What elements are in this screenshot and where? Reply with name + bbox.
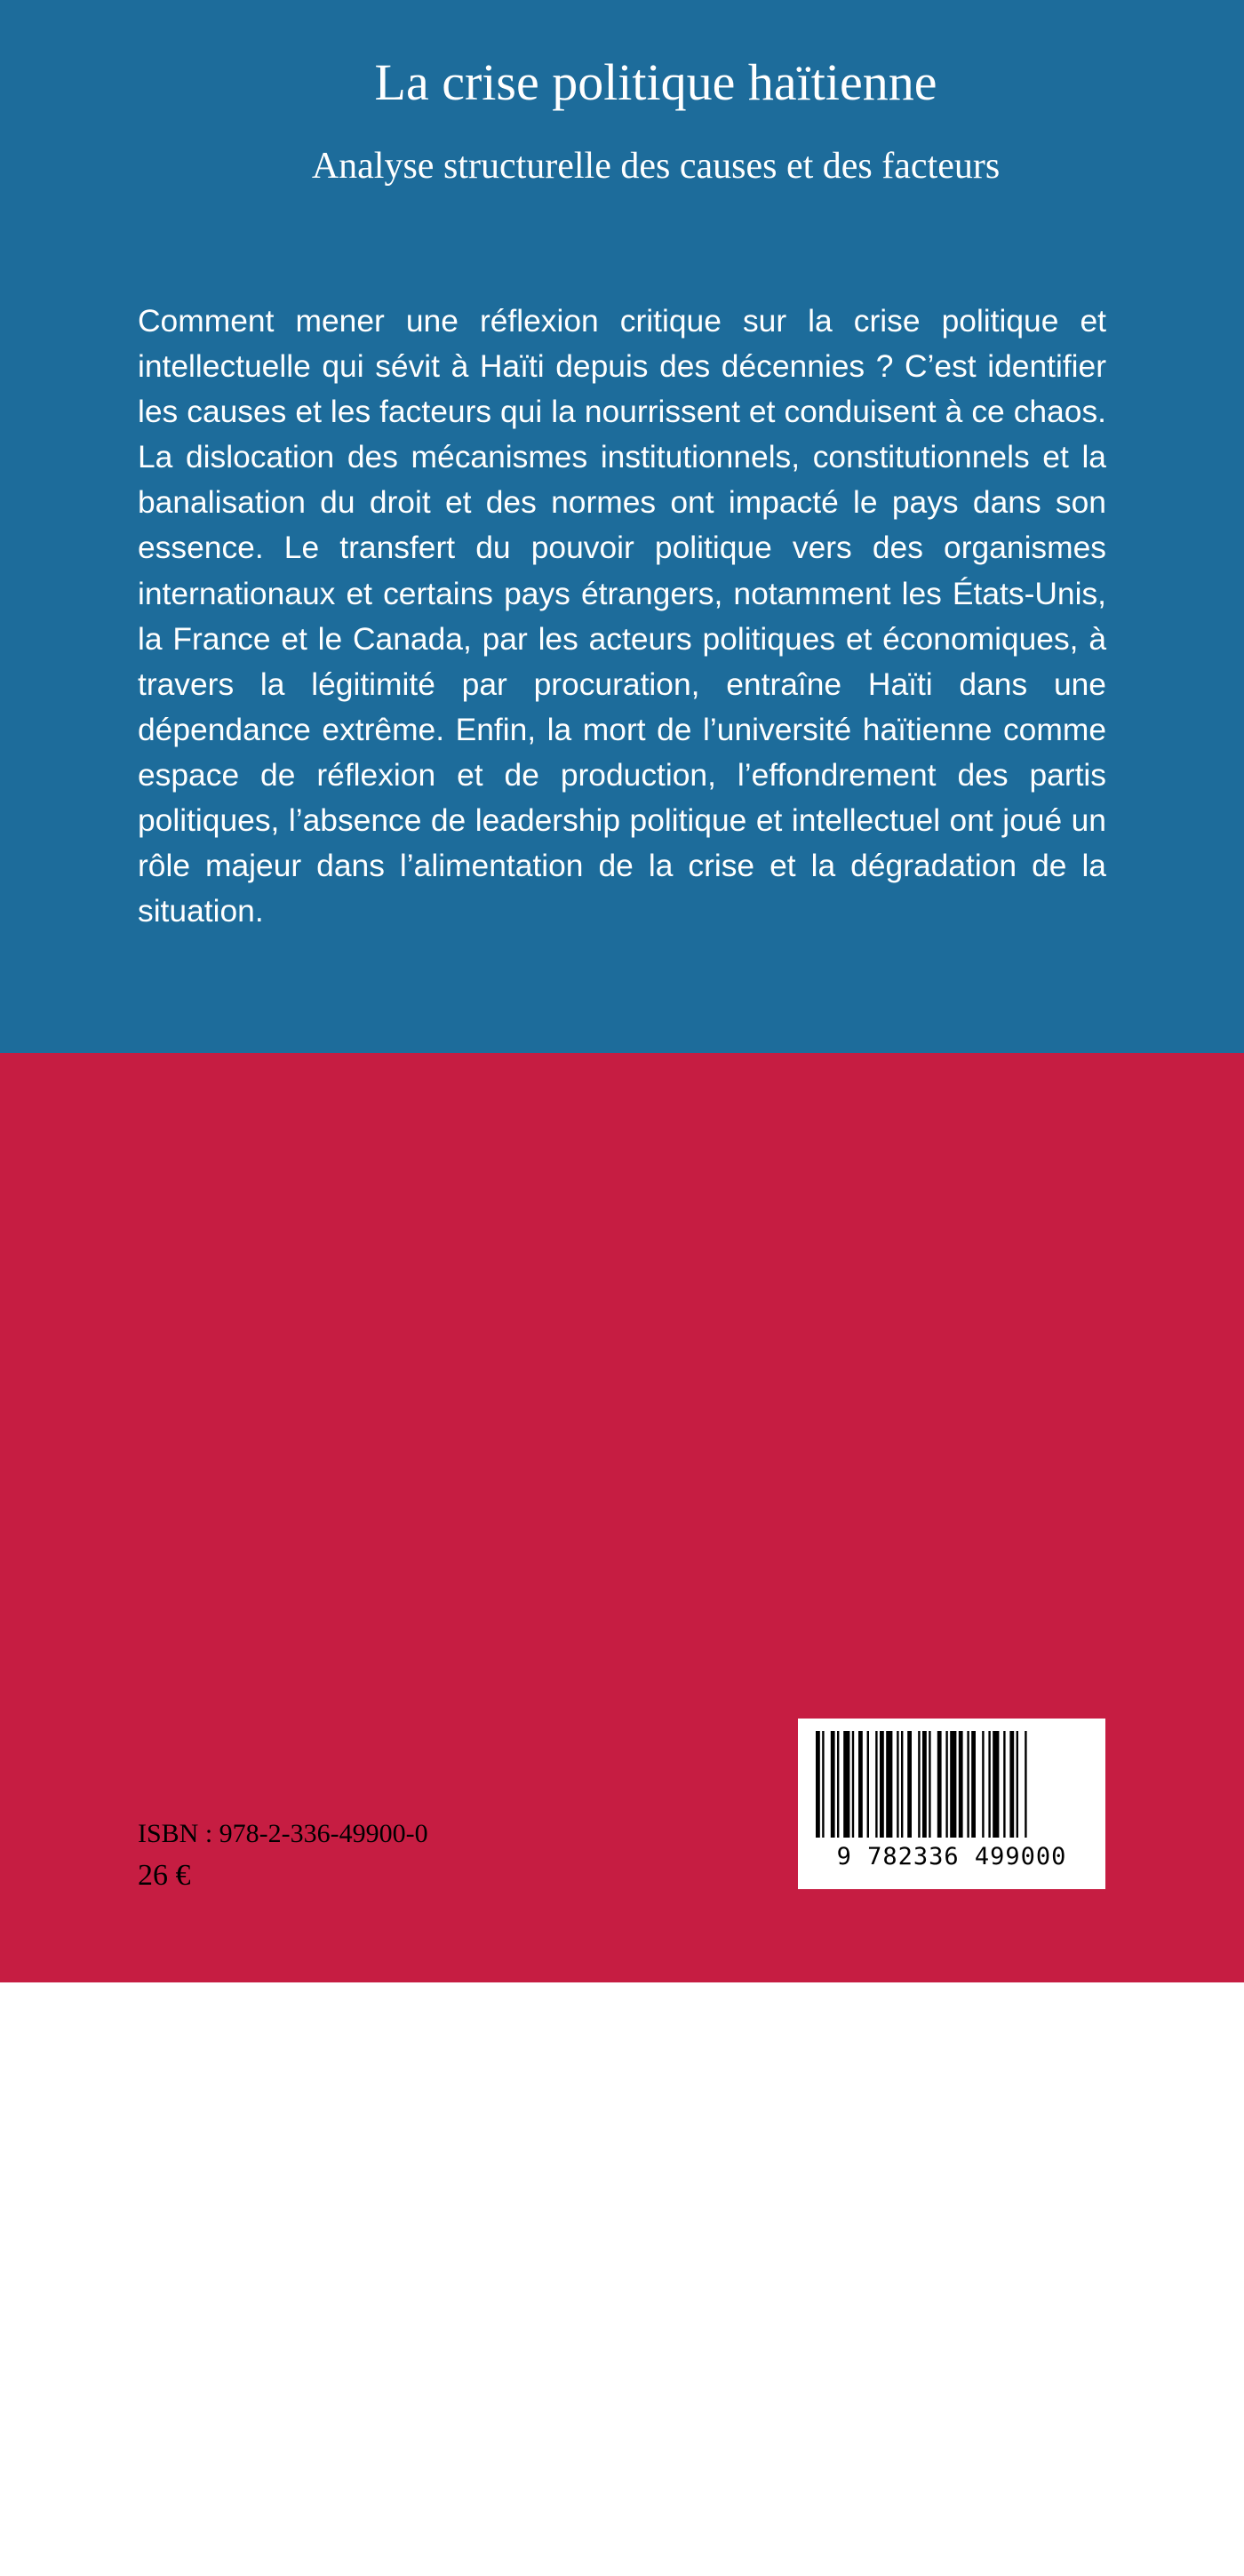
book-title: La crise politique haïtienne — [374, 53, 937, 111]
barcode-number: 9 782336 499000 — [836, 1843, 1067, 1870]
author-bio-text: est titulaire d’une licence en droit de l’Université d’État d’Haïti, d’un master 2 en droit économique et des affaires de l’Université de Nice Sophia Antipolis et d’un doctorat en droit public de l’Université Côte d’Azur, en France. Il a été pendant trois ans directeur des facultés et écoles de province de l’UEH. Ex-conseiller politique de Dieudonné Lhérisson, président du Parti PLANSPA et ex-membre du bureau du Recteur Jean-Elie Gilles de l’UPSEJ, il est professeur de droit à l’UEH et président de Jenerasyon Wozo. — [138, 2221, 1106, 2572]
barcode — [798, 1719, 1105, 1889]
author-name: Eland Guerrier — [138, 2221, 365, 2257]
author-bio — [138, 2217, 1106, 2576]
top-panel — [0, 0, 1244, 1053]
price: 26 € — [138, 1859, 191, 1892]
barcode-bars — [816, 1731, 1088, 1843]
book-subtitle: Analyse structurelle des causes et des facteurs — [311, 146, 1001, 187]
isbn: ISBN : 978-2-336-49900-0 — [138, 1819, 428, 1848]
book-summary: Comment mener une réflexion critique sur la crise politique et intellectuelle qui sévit à Haïti depuis des décennies ? C’est identifier les causes et les facteurs qui la nourrissent et conduisent à ce chaos. La dislocation des mécanismes institutionnels, constitutionnels et la banalisation du droit et des normes ont impacté le pays dans son essence. Le transfert du pouvoir politique vers des organismes internationaux et certains pays étrangers, notamment les États-Unis, la France et le Canada, par les acteurs politiques et économiques, à travers la légitimité par procuration, entraîne Haïti dans une dépendance extrême. Enfin, la mort de l’université haïtienne comme espace de réflexion et de production, l’effondrement des partis politiques, l’absence de leadership politique et intellectuel ont joué un rôle majeur dans l’alimentation de la crise et la dégradation de la situation. — [138, 303, 1106, 929]
